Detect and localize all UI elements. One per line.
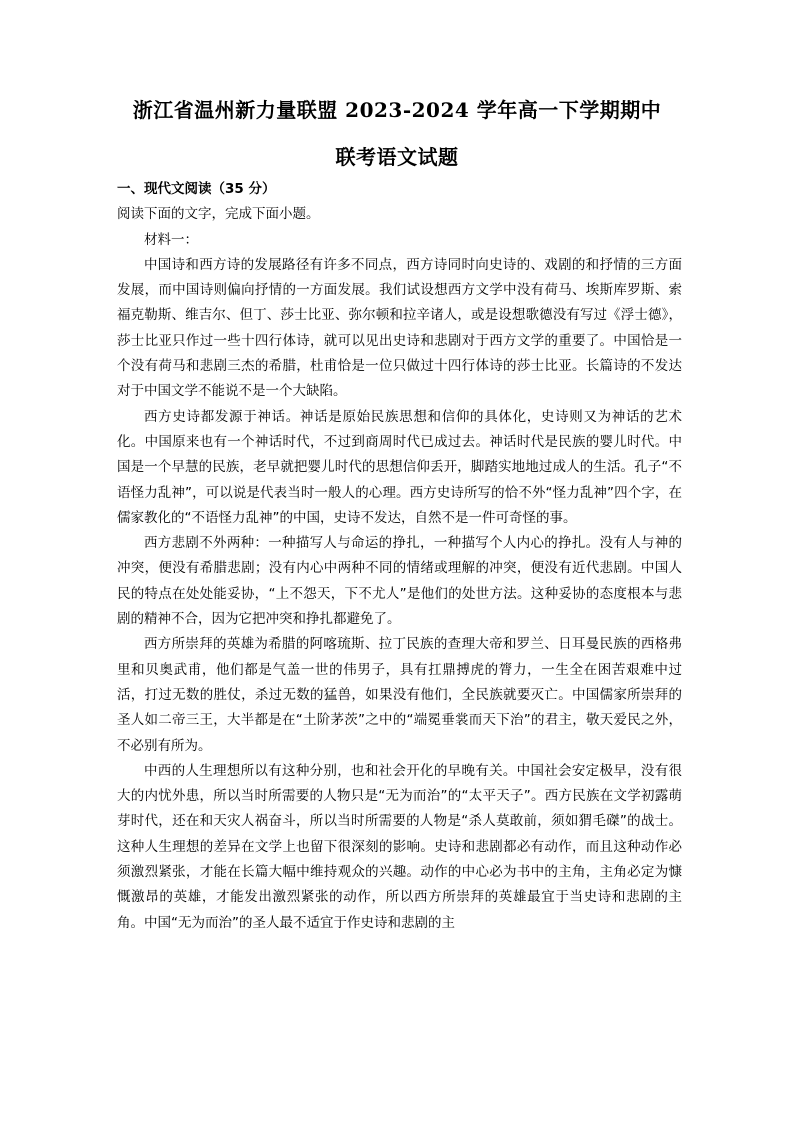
document-title-line-1: 浙江省温州新力量联盟 2023-2024 学年高一下学期期中 xyxy=(132,98,662,122)
document-body xyxy=(117,177,682,936)
paragraph: 西方史诗都发源于神话。神话是原始民族思想和信仰的具体化，史诗则又为神话的艺术化。中国原来也有一个神话时代，不过到商周时代已成过去。神话时代是民族的婴儿时代。中国是一个早慧的民族，老早就把婴儿时代的思想信仰丢开，脚踏实地地过成人的生活。孔子“不语怪力乱神”，可以说是代表当时一般人的心理。西方史诗所写的恰不外“怪力乱神”四个字，在儒家教化的“不语怪力乱神”的中国，史诗不发达，自然不是一件可奇怪的事。 xyxy=(117,408,682,526)
paragraph: 中西的人生理想所以有这种分别，也和社会开化的早晚有关。中国社会安定极早，没有很大的内忧外患，所以当时所需要的人物只是“无为而治”的“太平天子”。西方民族在文学初露萌芽时代，还在和天灾人祸奋斗，所以当时所需要的人物是“杀人莫敢前，须如猬毛磔”的战士。这种人生理想的差异在文学上也留下很深刻的影响。史诗和悲剧都必有动作，而且这种动作必须激烈紧张，才能在长篇大幅中维持观众的兴趣。动作的中心必为书中的主角，主角必定为慷慨激昂的英雄，才能发出激烈紧张的动作，所以西方所崇拜的英雄最宜于当史诗和悲剧的主角。中国“无为而治”的圣人最不适宜于作史诗和悲剧的主 xyxy=(117,762,682,931)
material-label: 材料一： xyxy=(144,231,198,248)
section-heading: 一、现代文阅读（35 分） xyxy=(117,181,276,197)
paragraph: 中国诗和西方诗的发展路径有许多不同点，西方诗同时向史诗的、戏剧的和抒情的三方面发展，而中国诗则偏向抒情的一方面发展。我们试设想西方文学中没有荷马、埃斯库罗斯、索福克勒斯、维吉尔、但丁、莎士比亚、弥尔顿和拉辛诸人，或是设想歌德没有写过《浮士德》，莎士比亚只作过一些十四行体诗，就可以见出史诗和悲剧对于西方文学的重要了。中国恰是一个没有荷马和悲剧三杰的希腊，杜甫恰是一位只做过十四行体诗的莎士比亚。长篇诗的不发达对于中国文学不能说不是一个大缺陷。 xyxy=(117,256,682,400)
document-title-line-2: 联考语文试题 xyxy=(335,145,459,169)
instruction-text: 阅读下面的文字，完成下面小题。 xyxy=(117,206,320,223)
paragraph: 西方所崇拜的英雄为希腊的阿喀琉斯、拉丁民族的查理大帝和罗兰、日耳曼民族的西格弗里和贝奥武甫，他们都是气盖一世的伟男子，具有扛鼎搏虎的膂力，一生全在困苦艰难中过活，打过无数的胜仗，杀过无数的猛兽，如果没有他们，全民族就要灭亡。中国儒家所崇拜的圣人如二帝三王，大半都是在“土阶茅茨”之中的“端冕垂裳而天下治”的君主，敬天爱民之外，不必别有所为。 xyxy=(117,636,682,754)
paragraph: 西方悲剧不外两种：一种描写人与命运的挣扎，一种描写个人内心的挣扎。没有人与神的冲突，便没有希腊悲剧；没有内心中两种不同的情绪或理解的冲突，便没有近代悲剧。中国人民的特点在处处能妥协，“上不怨天，下不尤人”是他们的处世方法。这种妥协的态度根本与悲剧的精神不合，因为它把冲突和挣扎都避免了。 xyxy=(117,535,682,628)
